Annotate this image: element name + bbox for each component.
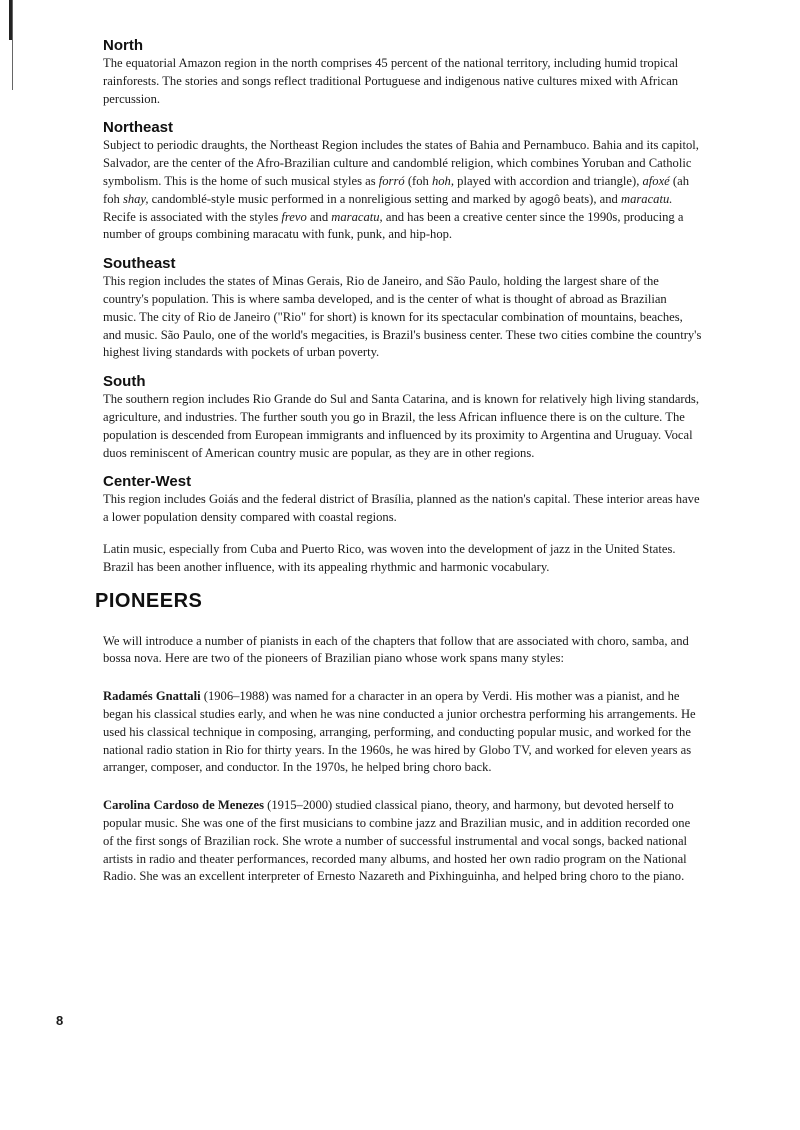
bio-text: (1915–2000) studied classical piano, theory, and harmony, but devoted herself to popular music. She was one of the first musicians to combine jazz and Brazilian music, and in addition recorded one of the first songs of Brazilian rock. She wrote a number of successful instrumental and vocal songs, backed national artists in radio and theater performances, recorded many albums, and hosted her own radio program on the National Radio. She was an excellent interpreter of Ernesto Nazareth and Pixhinguinha, and helped bring choro to the piano. [103,798,691,884]
style-term: afoxé [642,173,670,188]
style-term: forró [378,173,405,188]
page-content [95,36,703,886]
page-number: 8 [56,1013,64,1028]
text-run: played with accordion and triangle), [454,173,643,188]
region-heading: South [103,373,146,391]
region-text: This region includes the states of Minas Gerais, Rio de Janeiro, and São Paulo, holding the largest share of the country's population. This is where samba developed, and is the center of what is thought of abroad as Brazilian music. The city of Rio de Janeiro ("Rio" for short) is known for its spectacular combination of mountains, beaches, and music. São Paulo, one of the world's megacities, is Brazil's business center. These two cities combine the country's highest living standards with pockets of urban poverty. [103,274,702,360]
bio-text: (1906–1988) was named for a character in an opera by Verdi. His mother was a pianist, and he began his classical studies early, and when he was nine conducted a junior orchestra performing his arrangements. He used his classical technique in composing, arranging, performing, and conducting popular music, and worked for the national radio station in Rio for thirty years. In the 1960s, he was hired by Globo TV, and worked for eleven years as arranger, composer, and conductor. In the 1970s, he helped bring choro back. [103,689,696,775]
region-center-west [103,472,703,527]
pronunciation: hoh, [431,173,454,188]
text-run: and [306,209,332,224]
region-heading: Southeast [103,255,176,273]
text-run: Recife is associated with the styles [103,209,282,224]
region-southeast [103,254,703,362]
region-text: This region includes Goiás and the federal district of Brasília, planned as the nation's capital. These interior areas have a lower population density compared with coastal regions. [103,492,700,525]
bio-gnattali [103,688,703,777]
text-run: and has been a creative center since the 1990s, producing a number of groups combining maracatu with funk, punk, and hip-hop. [103,209,684,242]
bio-name: Radamés Gnattali [103,689,201,704]
region-heading: Northeast [103,119,174,137]
pioneers-intro: We will introduce a number of pianists in each of the chapters that follow that are associated with choro, samba, and bossa nova. Here are two of the pioneers of Brazilian piano whose work spans many styles: [103,633,689,666]
region-heading: North [103,37,143,54]
region-north [103,36,703,108]
bio-menezes [103,797,703,886]
text-run: (foh [404,173,432,188]
region-south [103,372,703,462]
style-term: frevo [281,209,307,224]
latin-music-paragraph: Latin music, especially from Cuba and Puerto Rico, was woven into the development of jazz in the United States. Brazil has been another influence, with its appealing rhythmic and harmonic vocabulary. [103,541,676,574]
region-text: The equatorial Amazon region in the north comprises 45 percent of the national territory, including humid tropical rainforests. The stories and songs reflect traditional Portuguese and indigenous native cultures mixed with African percussion. [103,56,679,106]
text-run: (ah foh [103,173,690,206]
style-term: maracatu, [331,209,383,224]
text-run: candomblé-style music performed in a nonreligious setting and marked by agogô beats), and [148,191,621,206]
region-text: The southern region includes Rio Grande do Sul and Santa Catarina, and is known for relatively high living standards, agriculture, and industries. The further south you go in Brazil, the less African influence there is on the culture. The population is descended from European immigrants and influenced by its proximity to Argentina and Uruguay. Vocal duos reminiscent of American country music are popular, as they are in other regions. [103,392,699,460]
pronunciation: shay, [122,191,149,206]
section-title-pioneers: PIONEERS [95,589,203,612]
binding-edge-line [12,0,13,90]
style-term: maracatu. [620,191,673,206]
region-text [103,137,703,244]
bio-name: Carolina Cardoso de Menezes [103,798,265,813]
region-northeast [103,118,703,244]
region-heading: Center-West [103,473,192,491]
text-run: Subject to periodic draughts, the Northeast Region includes the states of Bahia and Pernambuco. Bahia and its capitol, Salvador, are the center of the Afro-Brazilian culture and candomblé religion, which combines Yoruban and Catholic symbolism. This is the home of such musical styles as [103,138,699,188]
